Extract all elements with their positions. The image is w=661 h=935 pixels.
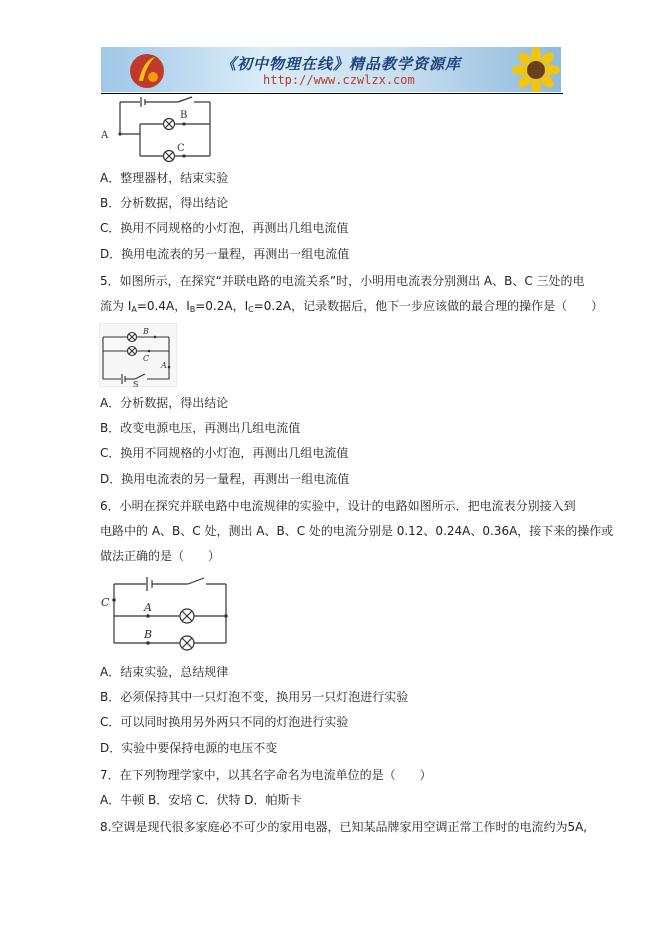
q5-option-d: D．换用电流表的另一量程，再测出一组电流值: [100, 472, 350, 486]
q6-stem-line2: 电路中的 A、B、C 处，测出 A、B、C 处的电流分别是 0.12、0.24A、0.36A，接下来的操作或: [100, 524, 614, 538]
q5-text: 流为 I: [100, 299, 132, 313]
header-title: 《初中物理在线》精品教学资源库: [221, 55, 462, 73]
q5-stem-line2: [100, 298, 603, 318]
q5-option-a: A．分析数据，得出结论: [100, 396, 229, 410]
q5-text: =0.4A，I: [136, 299, 190, 313]
q6-option-b: B．必须保持其中一只灯泡不变，换用另一只灯泡进行实验: [100, 690, 409, 704]
figure-label: C: [143, 354, 150, 363]
q7-stem: 7．在下列物理学家中，以其名字命名为电流单位的是（ ）: [100, 768, 432, 782]
q5-stem-line1: 5．如图所示，在探究“并联电路的电流关系”时，小明用电流表分别测出 A、B、C 三处的电: [100, 274, 585, 288]
q7-options: A．牛顿 B．安培 C．伏特 D．帕斯卡: [100, 793, 302, 807]
q5-option-c: C．换用不同规格的小灯泡，再测出几组电流值: [100, 446, 349, 460]
q6-option-d: D．实验中要保持电源的电压不变: [100, 741, 278, 755]
circuit-figure-q5: [99, 323, 177, 387]
circuit-figure-q4: [100, 96, 216, 166]
q6-stem-line3: 做法正确的是（ ）: [100, 549, 221, 563]
q6-stem-line1: 6．小明在探究并联电路中电流规律的实验中，设计的电路如图所示．把电流表分别接入到: [100, 499, 576, 513]
circuit-figure-q6: [100, 576, 235, 652]
figure-label: C: [101, 596, 110, 609]
q4-option-c: C．换用不同规格的小灯泡，再测出几组电流值: [100, 221, 349, 235]
figure-label: B: [180, 110, 188, 121]
sunflower-icon: [506, 47, 561, 92]
site-logo-icon: [127, 51, 167, 89]
q5-subscript: A: [131, 305, 137, 314]
q5-option-b: B．改变电源电压，再测出几组电流值: [100, 421, 301, 435]
q5-text: =0.2A，I: [195, 299, 249, 313]
figure-label: C: [177, 143, 185, 154]
q5-subscript: B: [189, 305, 196, 314]
header-banner: [101, 47, 561, 92]
figure-label: A: [161, 361, 167, 370]
q5-text: =0.2A，记录数据后，他下一步应该做的最合理的操作是（ ）: [253, 299, 604, 313]
figure-label: A: [101, 130, 109, 141]
q4-option-a: A．整理器材，结束实验: [100, 171, 229, 185]
q8-stem: 8.空调是现代很多家庭必不可少的家用电器，已知某品牌家用空调正常工作时的电流约为5A,: [100, 820, 588, 834]
figure-label: A: [144, 601, 152, 614]
q4-option-d: D．换用电流表的另一量程，再测出一组电流值: [100, 247, 350, 261]
figure-label: S: [133, 380, 139, 387]
q4-option-b: B．分析数据，得出结论: [100, 196, 229, 210]
figure-label: B: [144, 628, 153, 641]
header-divider: [101, 93, 563, 94]
q5-subscript: C: [248, 305, 254, 314]
header-url[interactable]: http://www.czwlzx.com: [263, 73, 415, 87]
q6-option-a: A．结束实验，总结规律: [100, 665, 229, 679]
q6-option-c: C．可以同时换用另外两只不同的灯泡进行实验: [100, 715, 349, 729]
figure-label: B: [143, 327, 149, 336]
